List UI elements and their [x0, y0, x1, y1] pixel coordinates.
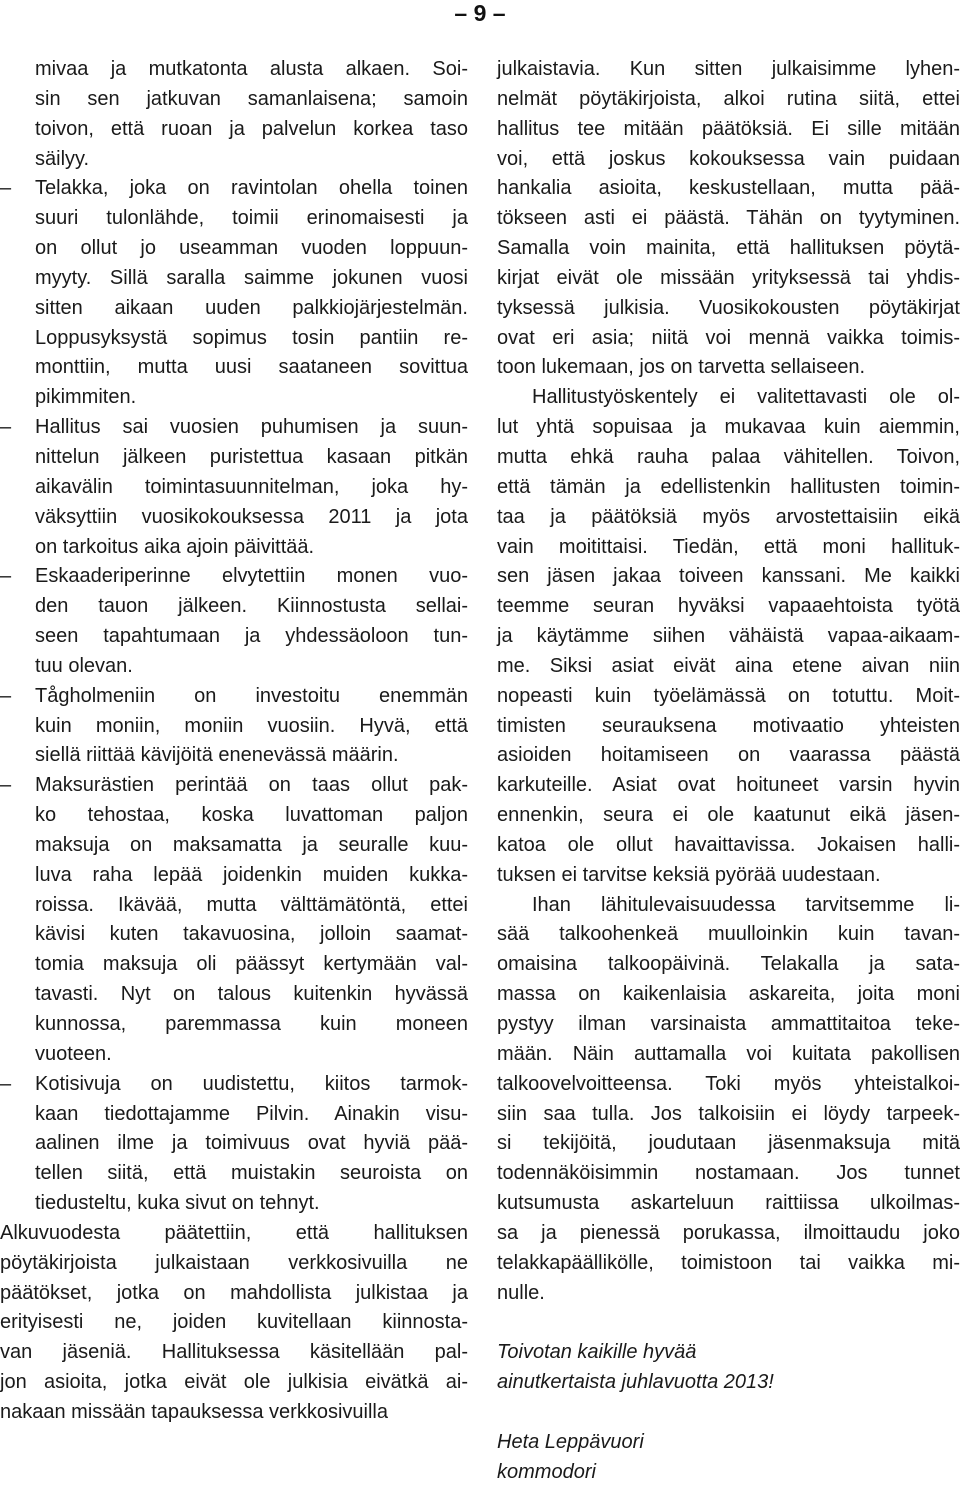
text-line: ennenkin, seura ei ole kaatunut eikä jäsen- [497, 804, 960, 827]
text-line: ja käytämme siihen vähäistä vapaa-aikaam- [497, 625, 960, 648]
list-dash: – [0, 774, 12, 797]
text-line: sää talkoohenkeä muulloinkin kuin tavan- [497, 923, 960, 946]
text-line: katoa ole ollut havaittavissa. Jokaisen halli- [497, 833, 960, 856]
text-line [0, 204, 468, 234]
text-line: nulle. [497, 1281, 545, 1304]
text-line: erityisesti ne, joiden kuvitellaan kiinnosta- [0, 1311, 468, 1334]
text-line [0, 652, 468, 682]
text-line-content: luva raha lepää joidenkin muiden kukka- [35, 863, 468, 886]
text-line: nopeasti kuin työelämässä on totuttu. Moit- [497, 684, 960, 707]
text-line: ovat eri asia; niitä voi mennä vaikka toimis- [497, 326, 960, 349]
text-line: vain moitittaisi. Tiedän, että moni hallituk- [497, 535, 960, 558]
text-line [0, 980, 468, 1010]
text-line-content: tiedusteltu, kuka sivut on tehnyt. [35, 1192, 320, 1215]
text-line-content: on ollut jo useamman vuoden loppuun- [35, 237, 468, 260]
text-line [0, 174, 468, 204]
text-line [0, 413, 468, 443]
text-line: että tämän ja edellistenkin hallitusten toimin- [497, 475, 960, 498]
list-dash: – [0, 1072, 12, 1095]
text-line [0, 145, 468, 175]
text-line [0, 771, 468, 801]
text-line [0, 473, 468, 503]
paragraph [497, 55, 960, 383]
text-line: kirjat eivät ole missään yrityksessä tai yhdis- [497, 266, 960, 289]
text-line [0, 592, 468, 622]
text-line [0, 950, 468, 980]
text-line [0, 383, 468, 413]
text-line: timisten seurauksena motivaatio yhteisten [497, 714, 960, 737]
text-line: sa ja pienessä porukassa, ilmoittaudu joko [497, 1221, 960, 1244]
text-line-content: nittelun jälkeen puristettua kasaan pitkän [35, 445, 468, 468]
text-line-content: sitten aikaan uuden palkkiojärjestelmän. [35, 296, 468, 319]
text-line: taa ja päätöksiä myös arvostettaisiin eikä [497, 505, 960, 528]
text-line-content: seen tapahtumaan ja yhdessäoloon tun- [35, 625, 468, 648]
text-line [0, 115, 468, 145]
text-line: si tekijöitä, joudutaan jäsenmaksuja mitä [497, 1132, 960, 1155]
text-line: siin saa tulla. Jos talkoisiin ei löydy tarpeek- [497, 1102, 960, 1125]
signature [497, 1428, 960, 1488]
text-line-content: tellen siitä, että muistakin seuroista on [35, 1162, 468, 1185]
page-number: – 9 – [454, 0, 506, 26]
spacer [497, 1308, 960, 1338]
text-line-content: aikavälin toimintasuunnitelman, joka hy- [35, 475, 468, 498]
text-line-content: suuri tulonlähde, toimii erinomaisesti ja [35, 207, 468, 230]
text-line: jon asioita, jotka eivät ole julkisia eivätkä ai- [0, 1371, 468, 1394]
text-line: mään. Näin auttamalla voi kuitata pakollisen [497, 1042, 960, 1065]
text-line-content: Tågholmeniin on investoitu enemmän [35, 684, 468, 707]
text-line [0, 741, 468, 771]
text-line: talkoovelvoitteensa. Toki myös yhteistalkoi- [497, 1072, 960, 1095]
text-line [0, 1070, 468, 1100]
text-line: Hallitustyöskentely ei valitettavasti ole ol- [532, 386, 960, 409]
text-line [0, 533, 468, 563]
right-column [497, 55, 960, 1488]
text-line: van jäseniä. Hallituksessa käsitellään pal- [0, 1341, 468, 1364]
text-line-content: kunnossa, paremmassa kuin moneen [35, 1013, 468, 1035]
text-line: Ihan lähitulevaisuudessa tarvitsemme li- [532, 893, 960, 916]
text-line-content: mivaa ja mutkatonta alusta alkaen. Soi- [35, 58, 468, 80]
text-line: todennäköisimmin nostamaan. Jos tunnet [497, 1162, 960, 1185]
list-item [0, 174, 468, 413]
text-line-content: tuu olevan. [35, 654, 133, 677]
text-line-content: aalinen ilme ja toimivuus ovat hyviä pää- [35, 1132, 468, 1155]
text-line: asioiden hoitamiseen on vaarassa päästä [497, 744, 960, 767]
text-line: toon lukemaan, jos on tarvetta sellaiseen. [497, 356, 865, 379]
text-line: hankalia asioita, keskustellaan, mutta pää- [497, 177, 960, 200]
text-line: karkuteille. Asiat ovat hoituneet varsin hyvin [497, 774, 960, 797]
text-line-content: maksuja on maksamatta ja seuralle kuu- [35, 833, 468, 856]
text-line [0, 920, 468, 950]
text-line [0, 1100, 468, 1130]
text-line [0, 294, 468, 324]
text-line: mutta ehkä rauha palaa vähitellen. Toivon, [497, 445, 960, 468]
left-column [0, 55, 468, 1428]
text-line-content: Maksurästien perintää on taas ollut pak- [35, 774, 468, 797]
text-line-content: siellä riittää kävijöitä enenevässä määrin. [35, 744, 399, 767]
text-line [0, 562, 468, 592]
text-line-content: roissa. Ikävää, mutta välttämätöntä, ettei [35, 893, 468, 916]
text-line: pystyy ilman varsinaista ammattitaitoa teke- [497, 1013, 960, 1035]
text-line: ainutkertaista juhlavuotta 2013! [497, 1371, 774, 1394]
text-line: lut yhtä sopuisaa ja mukavaa kuin aiemmin, [497, 416, 960, 439]
text-line-content: monttiin, mutta uusi saataneen sovittua [35, 356, 468, 379]
text-line: julkaistavia. Kun sitten julkaisimme lyhen- [497, 58, 960, 80]
text-line-content: vuoteen. [35, 1042, 112, 1065]
text-line-content: Hallitus sai vuosien puhumisen ja suun- [35, 416, 468, 439]
text-line: pöytäkirjoista julkaistaan verkkosivuilla ne [0, 1251, 468, 1274]
text-line: massa on kaikenlaisia askareita, joita moni [497, 983, 960, 1006]
list-item [0, 771, 468, 1069]
text-line: me. Siksi asiat eivät aina etene aivan niin [497, 654, 960, 677]
text-line [0, 264, 468, 294]
text-line: tökseen asti ei päästä. Tähän on tyytyminen. [497, 207, 960, 230]
paragraph [497, 891, 960, 1309]
spacer [497, 1398, 960, 1428]
text-line [0, 503, 468, 533]
text-line: päätökset, jotka on mahdollista julkistaa ja [0, 1281, 468, 1304]
text-line-content: Loppusyksystä sopimus tosin pantiin re- [35, 326, 468, 349]
text-line [0, 353, 468, 383]
text-line-content: on tarkoitus aika ajoin päivittää. [35, 535, 315, 558]
closing-greeting [497, 1338, 960, 1398]
text-line-content: tomia maksuja oli päässyt kertymään val- [35, 953, 468, 976]
text-line-content: kuin moniin, moniin vuosiin. Hyvä, että [35, 714, 468, 737]
list-item [0, 55, 468, 174]
text-line [0, 1189, 468, 1219]
text-line: hallitus tee mitään päätöksiä. Ei sille mitään [497, 117, 960, 140]
text-line-content: Kotisivuja on uudistettu, kiitos tarmok- [35, 1072, 468, 1095]
text-line [0, 1040, 468, 1070]
list-dash: – [0, 684, 12, 707]
text-line: tyksessä julkisia. Vuosikokousten pöytäkirjat [497, 296, 960, 319]
text-line: teemme seuran hyväksi vapaaehtoista työtä [497, 595, 960, 618]
list-dash: – [0, 565, 12, 588]
text-line [0, 55, 468, 85]
list-dash: – [0, 416, 12, 439]
text-line [0, 324, 468, 354]
text-line [0, 443, 468, 473]
text-line: kutsumusta askarteluun raittiissa ulkoilmas- [497, 1192, 960, 1215]
list-item [0, 1070, 468, 1219]
paragraph [0, 1219, 468, 1428]
text-line-content: den tauon jälkeen. Kiinnostusta sellai- [35, 595, 468, 618]
signature-name: Heta Leppävuori [497, 1430, 644, 1453]
text-line: voi, että joskus kokouksessa vain puidaan [497, 147, 960, 170]
list-item [0, 682, 468, 772]
text-line: telakkapäällikölle, toimistoon tai vaikka mi- [497, 1251, 960, 1274]
text-line [0, 861, 468, 891]
text-line [0, 682, 468, 712]
text-line [0, 1010, 468, 1040]
text-line [0, 801, 468, 831]
text-line-content: säilyy. [35, 147, 90, 170]
text-line-content: väksyttiin vuosikokouksessa 2011 ja jota [35, 505, 468, 528]
text-line: Samalla voin mainita, että hallituksen pöytä- [497, 237, 960, 260]
text-line: omaisina talkoopäivinä. Telakalla ja sata- [497, 953, 960, 976]
text-line [0, 712, 468, 742]
text-line-content: toivon, että ruoan ja palvelun korkea taso [35, 117, 468, 140]
text-line-content: myyty. Sillä saralla saimme jokunen vuosi [35, 266, 468, 289]
text-line: sen jäsen jakaa toiveen kanssani. Me kaikki [497, 565, 960, 588]
text-line [0, 1129, 468, 1159]
text-line-content: kävisi kuten takavuosina, jolloin saamat- [35, 923, 468, 946]
text-line: Toivotan kaikille hyvää [497, 1341, 697, 1364]
text-line [0, 831, 468, 861]
text-line-content: kaan tiedottajamme Pilvin. Ainakin visu- [35, 1102, 468, 1125]
text-line: Alkuvuodesta päätettiin, että hallituksen [0, 1221, 468, 1244]
list-item [0, 413, 468, 562]
text-line-content: tavasti. Nyt on talous kuitenkin hyvässä [35, 983, 468, 1006]
list-item [0, 562, 468, 681]
text-line [0, 85, 468, 115]
paragraph [497, 383, 960, 890]
text-line-content: pikimmiten. [35, 386, 137, 409]
text-line [0, 1159, 468, 1189]
text-line-content: ko tehostaa, koska luvattoman paljon [35, 804, 468, 827]
text-line [0, 891, 468, 921]
signature-title: kommodori [497, 1460, 596, 1483]
text-line: tuksen ei tarvitse keksiä pyörää uudestaan. [497, 863, 881, 886]
list-dash: – [0, 177, 12, 200]
text-line: nakaan missään tapauksessa verkkosivuilla [0, 1400, 388, 1423]
text-line: nelmät pöytäkirjoista, alkoi rutina siitä, ettei [497, 87, 960, 110]
text-line [0, 622, 468, 652]
text-line [0, 234, 468, 264]
text-line-content: sin sen jatkuvan samanlaisena; samoin [35, 87, 468, 110]
text-line-content: Telakka, joka on ravintolan ohella toinen [35, 177, 468, 200]
text-line-content: Eskaaderiperinne elvytettiin monen vuo- [35, 565, 468, 588]
